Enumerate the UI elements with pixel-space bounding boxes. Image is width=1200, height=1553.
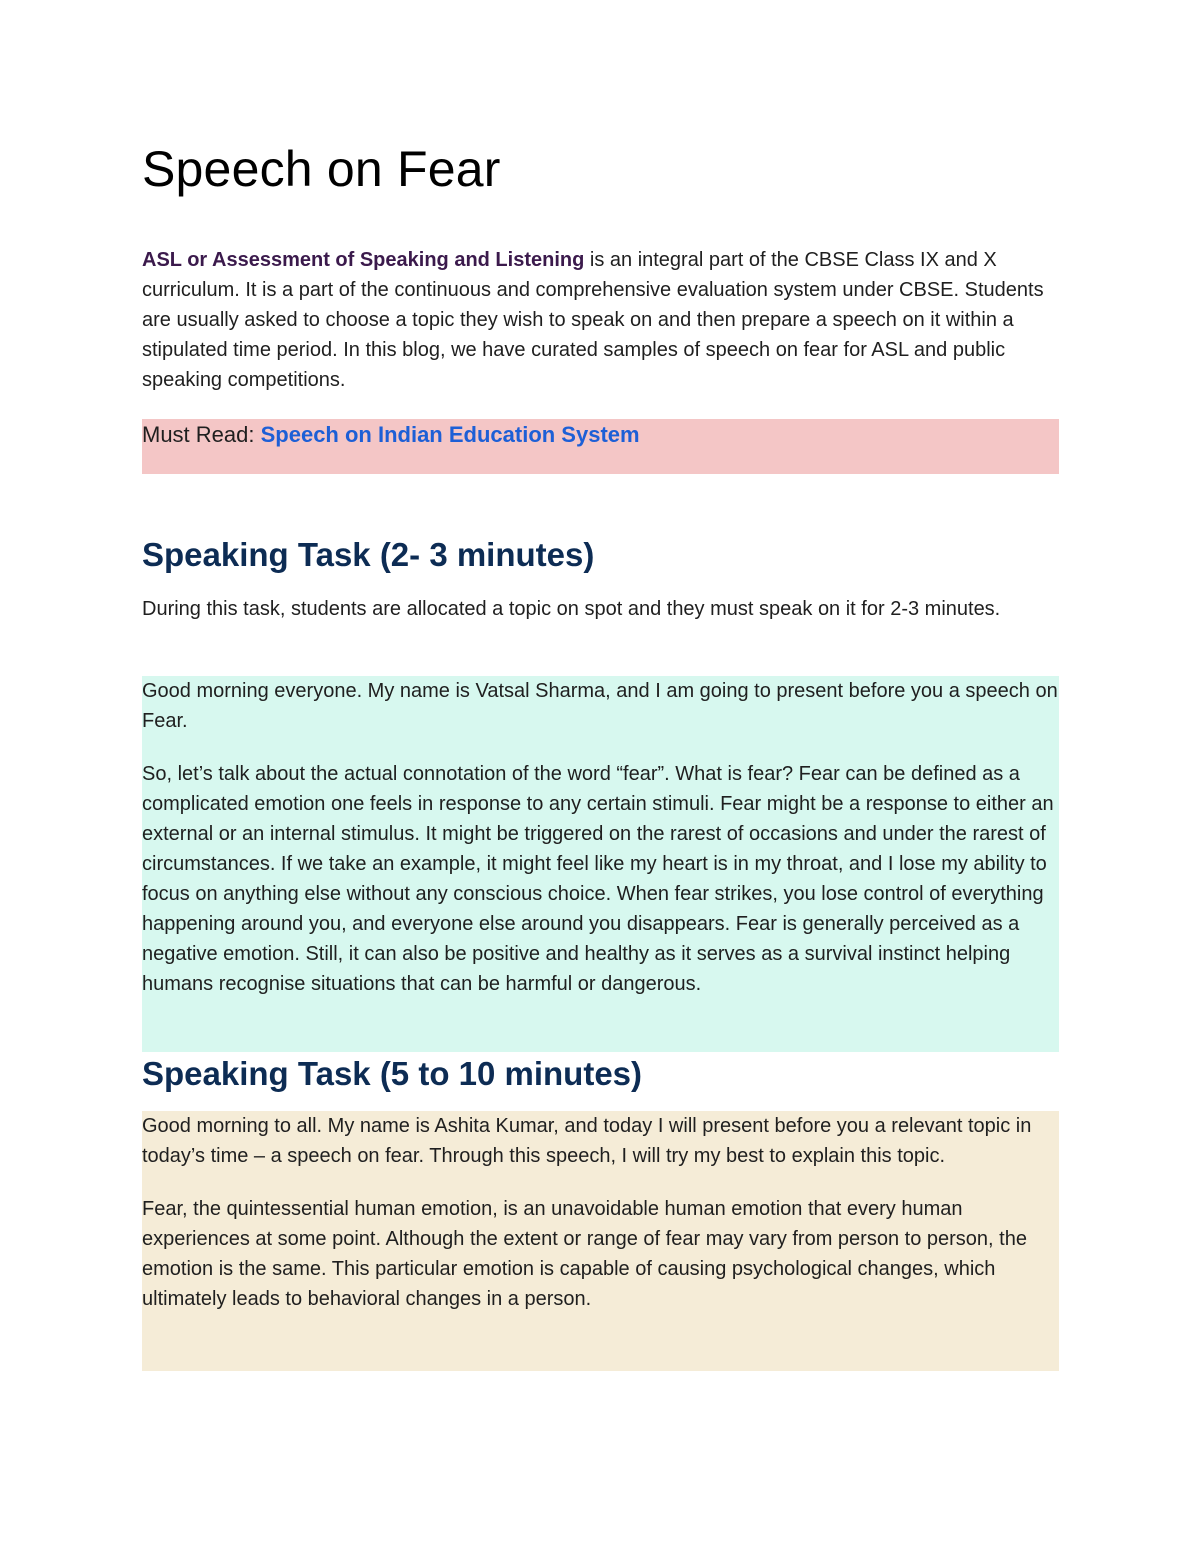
intro-lead: ASL or Assessment of Speaking and Listening	[142, 249, 585, 271]
speech-paragraph: Good morning to all. My name is Ashita Kumar, and today I will present before you a relevant topic in today’s time – a speech on fear. Through this speech, I will try my best to explain this topic.	[142, 1115, 1032, 1167]
speech-paragraph: So, let’s talk about the actual connotation of the word “fear”. What is fear? Fear can be defined as a complicated emotion one feels in response to any certain stimuli. Fear might be a response to either an external or an internal stimulus. It might be triggered on the rarest of occasions and under the rarest of circumstances. If we take an example, it might feel like my heart is in my throat, and I lose my ability to focus on anything else without any conscious choice. When fear strikes, you lose control of everything happening around you, and everyone else around you disappears. Fear is generally perceived as a negative emotion. Still, it can also be positive and healthy as it serves as a survival instinct helping humans recognise situations that can be harmful or dangerous.	[142, 763, 1054, 995]
speech-sample-short	[142, 676, 1059, 1052]
must-read-banner	[142, 419, 1059, 474]
section1-heading: Speaking Task (2- 3 minutes)	[142, 536, 595, 573]
speech-sample-long	[142, 1111, 1059, 1371]
intro-paragraph	[142, 245, 1059, 395]
speech-paragraph: Good morning everyone. My name is Vatsal Sharma, and I am going to present before you a speech on Fear.	[142, 680, 1058, 732]
section2-heading: Speaking Task (5 to 10 minutes)	[142, 1055, 643, 1092]
page-title: Speech on Fear	[142, 141, 501, 197]
intro-text: is an integral part of the CBSE Class IX and X curriculum. It is a part of the continuous and comprehensive evaluation system under CBSE. Students are usually asked to choose a topic they wish to speak on and then prepare a speech on it within a stipulated time period. In this blog, we have curated samples of speech on fear for ASL and public speaking competitions.	[142, 249, 1044, 391]
section1-description: During this task, students are allocated a topic on spot and they must speak on it for 2-3 minutes.	[142, 598, 1001, 620]
must-read-link[interactable]: Speech on Indian Education System	[260, 422, 640, 447]
must-read-label: Must Read:	[142, 422, 261, 447]
speech-paragraph: Fear, the quintessential human emotion, is an unavoidable human emotion that every human experiences at some point. Although the extent or range of fear may vary from person to person, the emotion is the same. This particular emotion is capable of causing psychological changes, which ultimately leads to behavioral changes in a person.	[142, 1198, 1027, 1310]
